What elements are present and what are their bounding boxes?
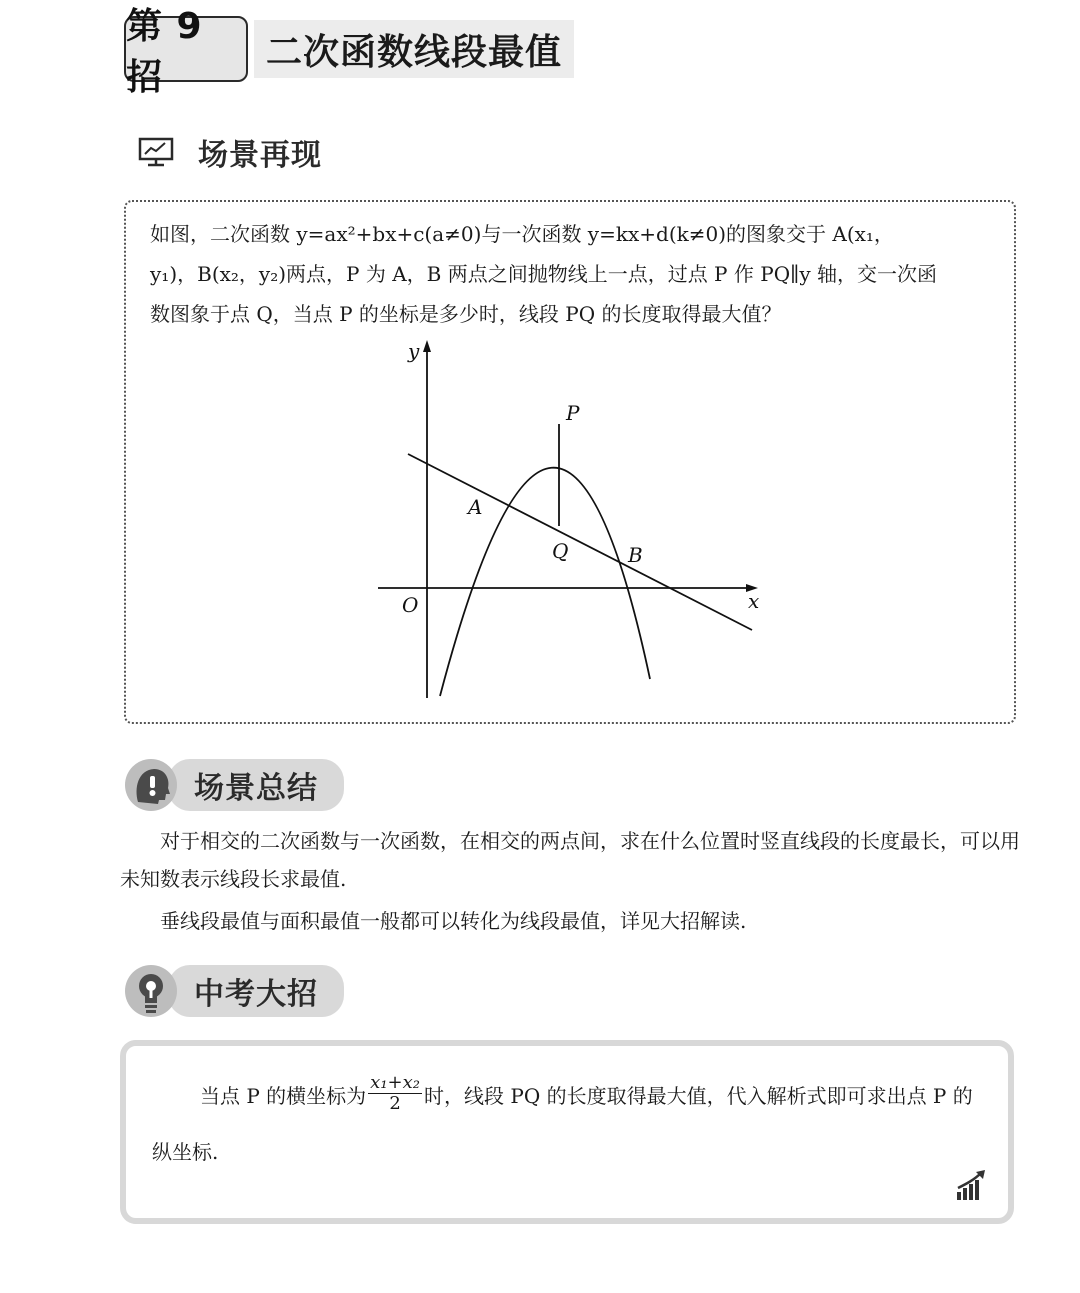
growth-chart-icon [954,1168,988,1202]
label-y: y [408,339,420,363]
summary-text [120,822,1020,940]
label-x: x [748,589,760,613]
section-strategy-header [124,964,344,1018]
section-scene-header [138,130,322,174]
strategy-text-after: 时，线段 PQ 的长度取得最大值，代入解析式即可求出点 P 的纵坐标. [152,1084,973,1164]
problem-line-1: 如图，二次函数 y=ax²+bx+c(a≠0)与一次函数 y=kx+d(k≠0)的图象交于 A(x₁， [150,222,894,246]
y-axis-arrow [423,340,431,352]
label-b: B [628,543,643,567]
strategy-text-before: 当点 P 的横坐标为 [200,1084,367,1108]
section-scene-label: 场景再现 [198,138,322,173]
problem-line-2: y₁)，B(x₂，y₂)两点，P 为 A，B 两点之间抛物线上一点，过点 P 作 PQ∥y 轴，交一次函 [150,262,937,286]
lightbulb-icon [124,964,178,1018]
section-summary-label: 场景总结 [168,759,344,811]
chapter-title: 二次函数线段最值 [254,20,574,78]
monitor-chart-icon [138,137,174,167]
problem-text [150,214,1000,334]
section-summary-header [124,758,344,812]
chapter-badge: 第 9 招 [124,16,248,82]
summary-paragraph-2: 垂线段最值与面积最值一般都可以转化为线段最值，详见大招解读. [160,909,747,933]
label-q: Q [552,539,569,563]
label-p: P [566,401,580,425]
problem-line-3: 数图象于点 Q，当点 P 的坐标是多少时，线段 PQ 的长度取得最大值？ [150,302,782,326]
summary-paragraph-1: 对于相交的二次函数与一次函数，在相交的两点间，求在什么位置时竖直线段的长度最长，可以用未知数表示线段长求最值. [120,829,1020,891]
strategy-text [152,1068,992,1180]
fraction-numerator: x₁+x₂ [370,1072,420,1093]
fraction-denominator: 2 [389,1093,401,1114]
fraction-x1-plus-x2-over-2 [368,1073,422,1114]
label-a: A [468,495,483,519]
head-exclamation-icon [124,758,178,812]
section-strategy-label: 中考大招 [168,965,344,1017]
linear-function-line [408,454,752,630]
label-origin: O [402,593,419,617]
function-graph [370,336,790,706]
